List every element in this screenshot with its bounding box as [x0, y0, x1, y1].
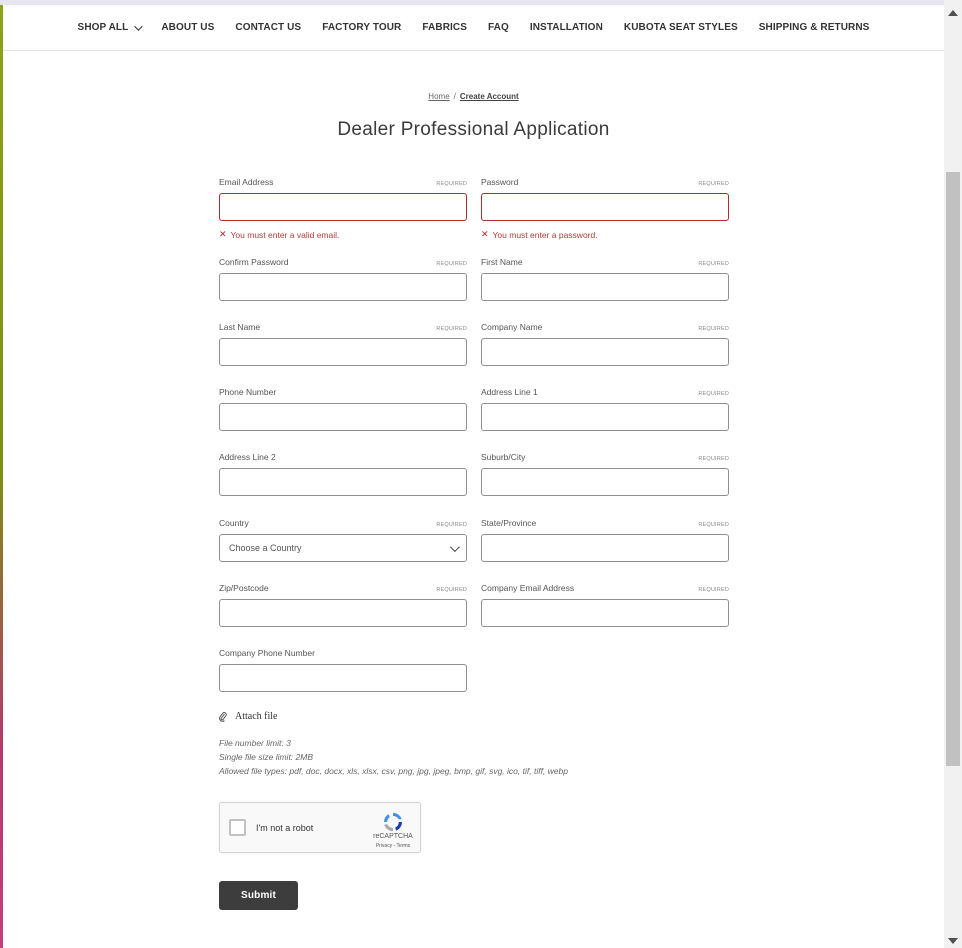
nav-item-about-us[interactable]	[161, 22, 214, 33]
nav-item-label: FACTORY TOUR	[322, 22, 402, 33]
chevron-down-icon	[450, 542, 460, 552]
address-line1-input[interactable]	[481, 403, 729, 431]
first-name-input[interactable]	[481, 273, 729, 301]
breadcrumb-home-link[interactable]: Home	[428, 92, 450, 101]
suburb-city-field-group	[481, 450, 729, 496]
company-email-input[interactable]	[481, 599, 729, 627]
confirm-password-field-group	[219, 255, 467, 301]
recaptcha-label: I'm not a robot	[256, 823, 314, 833]
error-x-icon: ✕	[481, 229, 489, 239]
company-phone-field-group	[219, 646, 467, 692]
nav-item-label: KUBOTA SEAT STYLES	[623, 22, 738, 33]
required-badge: REQUIRED	[698, 587, 729, 593]
required-badge: REQUIRED	[698, 326, 729, 332]
zip-postcode-input[interactable]	[219, 599, 467, 627]
required-badge: REQUIRED	[436, 261, 467, 267]
required-badge: REQUIRED	[436, 326, 467, 332]
password-input[interactable]	[481, 193, 729, 221]
error-x-icon: ✕	[219, 229, 227, 239]
background-edge-strip	[0, 0, 3, 948]
company-phone-input[interactable]	[219, 664, 467, 692]
required-badge: REQUIRED	[698, 181, 729, 187]
required-badge: REQUIRED	[436, 587, 467, 593]
nav-item-installation[interactable]	[530, 22, 603, 33]
scroll-up-arrow-icon[interactable]	[948, 10, 958, 16]
nav-item-faq[interactable]	[488, 22, 509, 33]
company-name-field-group	[481, 320, 729, 366]
company-email-label: Company Email Address	[481, 583, 575, 593]
company-name-input[interactable]	[481, 338, 729, 366]
file-number-limit: File number limit: 3	[219, 738, 291, 748]
company-name-label: Company Name	[481, 322, 543, 332]
email-error	[219, 229, 467, 240]
required-badge: REQUIRED	[698, 261, 729, 267]
recaptcha-brand: reCAPTCHA	[373, 833, 413, 840]
chevron-down-icon	[135, 22, 143, 30]
nav-item-factory-tour[interactable]	[322, 22, 401, 33]
zip-postcode-field-group	[219, 581, 467, 627]
nav-item-label: SHOP ALL	[77, 22, 129, 33]
attach-file-label: Attach file	[235, 711, 278, 722]
suburb-city-label: Suburb/City	[481, 452, 526, 462]
phone-number-field-group	[219, 385, 467, 431]
recaptcha-logo-icon	[382, 811, 404, 833]
state-province-input[interactable]	[481, 534, 729, 562]
scrollbar-thumb[interactable]	[946, 172, 960, 766]
email-error-text: You must enter a valid email.	[230, 229, 340, 240]
state-province-label: State/Province	[481, 518, 537, 528]
attach-file-button[interactable]	[219, 711, 277, 722]
nav-item-label: ABOUT US	[161, 22, 215, 33]
company-email-field-group	[481, 581, 729, 627]
nav-item-kubota-seat-styles[interactable]	[624, 22, 738, 33]
first-name-label: First Name	[481, 257, 523, 267]
email-field-group	[219, 175, 467, 240]
nav-item-fabrics[interactable]	[422, 22, 467, 33]
nav-item-shop-all[interactable]	[78, 22, 141, 33]
vertical-scrollbar[interactable]	[944, 0, 962, 948]
phone-number-label: Phone Number	[219, 387, 277, 397]
main-navigation	[3, 5, 944, 51]
submit-button[interactable]: Submit	[219, 881, 298, 910]
last-name-label: Last Name	[219, 322, 261, 332]
nav-item-label: FABRICS	[422, 22, 467, 33]
country-field-group	[219, 516, 467, 562]
required-badge: REQUIRED	[698, 522, 729, 528]
password-field-group	[481, 175, 729, 240]
company-phone-label: Company Phone Number	[219, 648, 315, 658]
country-label: Country	[219, 518, 249, 528]
recaptcha-checkbox[interactable]	[229, 819, 246, 836]
nav-item-contact-us[interactable]	[235, 22, 301, 33]
password-error-text: You must enter a password.	[492, 229, 598, 240]
required-badge: REQUIRED	[698, 456, 729, 462]
zip-postcode-label: Zip/Postcode	[219, 583, 269, 593]
address-line1-field-group	[481, 385, 729, 431]
nav-item-shipping-returns[interactable]	[759, 22, 870, 33]
last-name-field-group	[219, 320, 467, 366]
required-badge: REQUIRED	[436, 522, 467, 528]
required-badge: REQUIRED	[436, 181, 467, 187]
address-line2-input[interactable]	[219, 468, 467, 496]
confirm-password-input[interactable]	[219, 273, 467, 301]
recaptcha-privacy-terms[interactable]: Privacy - Terms	[375, 843, 411, 849]
password-error	[481, 229, 729, 240]
last-name-input[interactable]	[219, 338, 467, 366]
password-label: Password	[481, 177, 519, 187]
nav-item-label: CONTACT US	[235, 22, 302, 33]
address-line1-label: Address Line 1	[481, 387, 538, 397]
address-line2-label: Address Line 2	[219, 452, 276, 462]
address-line2-field-group	[219, 450, 467, 496]
page-title: Dealer Professional Application	[337, 119, 610, 140]
phone-number-input[interactable]	[219, 403, 467, 431]
breadcrumb-current-link[interactable]: Create Account	[459, 92, 519, 101]
breadcrumb	[3, 92, 944, 101]
nav-item-label: SHIPPING & RETURNS	[758, 22, 870, 33]
country-select[interactable]	[219, 534, 467, 562]
allowed-file-types: Allowed file types: pdf, doc, docx, xls, xlsx, csv, png, jpg, jpeg, bmp, gif, svg, ico, tif, tiff, webp	[219, 766, 568, 776]
email-input[interactable]	[219, 193, 467, 221]
file-size-limit: Single file size limit: 2MB	[219, 752, 314, 762]
country-selected-value: Choose a Country	[229, 543, 302, 553]
email-label: Email Address	[219, 177, 274, 187]
suburb-city-input[interactable]	[481, 468, 729, 496]
nav-item-label: INSTALLATION	[529, 22, 603, 33]
confirm-password-label: Confirm Password	[219, 257, 289, 267]
scroll-down-arrow-icon[interactable]	[948, 938, 958, 944]
nav-item-label: FAQ	[487, 22, 509, 33]
file-upload-info	[219, 736, 568, 778]
paperclip-icon	[219, 711, 227, 722]
breadcrumb-separator: /	[453, 92, 456, 101]
recaptcha-widget	[219, 802, 421, 853]
state-province-field-group	[481, 516, 729, 562]
required-badge: REQUIRED	[698, 391, 729, 397]
first-name-field-group	[481, 255, 729, 301]
